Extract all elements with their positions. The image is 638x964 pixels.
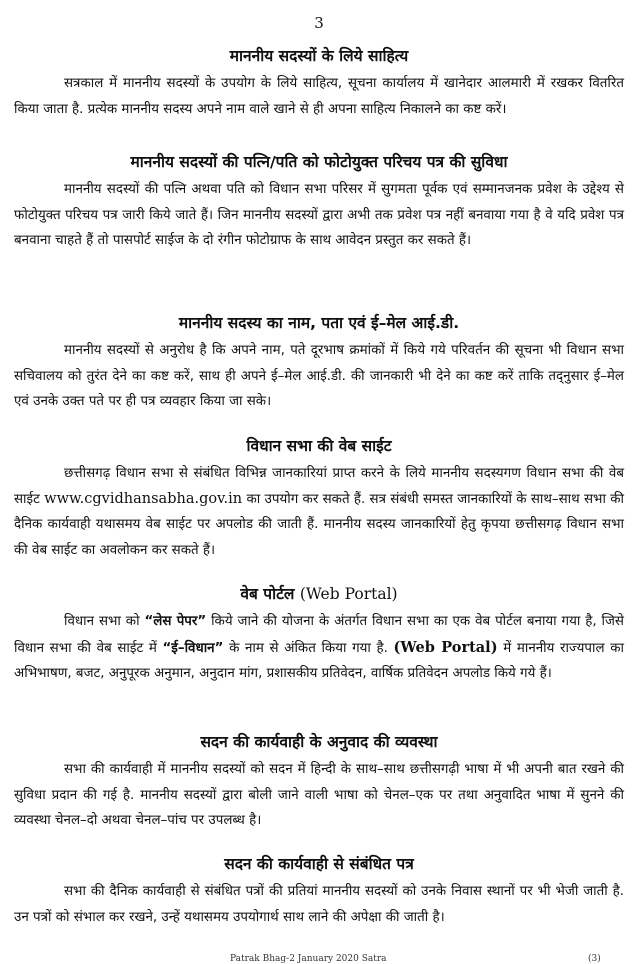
section-heading: माननीय सदस्य का नाम, पता एवं ई–मेल आई.डी. [178,314,460,332]
heading-text: वेब पोर्टल [240,585,295,603]
section-proceedings-papers [14,852,624,930]
e-vidhan-term: “ई–विधान” [162,640,224,656]
section-heading [14,582,624,606]
footer-page-number: (3) [588,954,601,964]
paragraph-text: छत्तीसगढ़ विधान सभा से संबंधित विभिन्न जानकारियां प्राप्त करने के लिये माननीय सदस्यगण विधान सभा की वेब साईट [14,466,624,507]
section-heading: विधान सभा की वेब साईट [246,437,392,455]
heading-latin: (Web Portal) [299,585,398,603]
web-portal-term: (Web Portal) [393,638,498,656]
section-paragraph: सभा की कार्यवाही में माननीय सदस्यों को सदन में हिन्दी के साथ–साथ छत्तीसगढ़ी भाषा में भी अपनी बात रखने की सुविधा प्रदान की गई है. माननीय सदस्यों द्वारा बोली जाने वाली भाषा को चेनल–एक पर तथा अनुवादित भाषा में सुनने की व्यवस्था चेनल–दो अथवा चेनल–पांच पर उपलब्ध है। [14,762,624,828]
footer-left: Patrak Bhag-2 January 2020 Satra [230,954,387,964]
section-heading: माननीय सदस्यों की पत्नि/पति को फोटोयुक्त परिचय पत्र की सुविधा [130,153,508,171]
page-number: 3 [314,14,324,32]
section-paragraph: सत्रकाल में माननीय सदस्यों के उपयोग के लिये साहित्य, सूचना कार्यालय में खानेदार आलमारी में रखकर वितरित किया जाता है. प्रत्येक माननीय सदस्य अपने नाम वाले खाने से ही अपना साहित्य निकालने का कष्ट करें। [14,76,624,117]
section-translation [14,730,624,834]
paragraph-text: विधान सभा को [64,614,140,629]
section-paragraph: सभा की दैनिक कार्यवाही से संबंधित पत्रों की प्रतियां माननीय सदस्यों को उनके निवास स्थानों पर भी भेजी जाती है. उन पत्रों को संभाल कर रखने, उन्हें यथासमय उपयोगार्थ साथ लाने की अपेक्षा की जाती है। [14,884,624,925]
paragraph-text: के नाम से अंकित किया गया है. [229,640,388,656]
section-heading: सदन की कार्यवाही से संबंधित पत्र [224,855,414,873]
website-url[interactable]: www.cgvidhansabha.gov.in [44,490,243,507]
paragraph-text: का उपयोग कर सकते हैं. सत्र संबंधी समस्त जानकारियों के साथ–साथ सभा की दैनिक कार्यवाही यथासमय वेब साईट पर अपलोड की जाती हैं. माननीय सदस्य जानकारियों हेतु कृपया छत्तीसगढ़ विधान सभा की वेब साईट का अवलोकन कर सकते हैं। [14,491,624,558]
paragraph-text: किये जाने की योजना के अंतर्गत विधान सभा का एक वेब पोर्टल बनाया गया है, जिसे विधान सभा की वेब साईट में [14,614,624,656]
section-website [14,434,624,563]
section-paragraph [14,461,624,563]
section-heading: सदन की कार्यवाही के अनुवाद की व्यवस्था [200,733,438,751]
section-spouse-id-card [14,150,624,254]
section-literature [14,44,624,122]
section-name-address-email [14,311,624,415]
section-web-portal [14,582,624,687]
section-paragraph: माननीय सदस्यों की पत्नि अथवा पति को विधान सभा परिसर में सुगमता पूर्वक एवं सम्मानजनक प्रवेश के उद्देश्य से फोटोयुक्त परिचय पत्र जारी किये जाते हैं। जिन माननीय सदस्यों द्वारा अभी तक प्रवेश पत्र नहीं बनवाया गया है वे यदि प्रवेश पत्र बनवाना चाहते हैं तो पासपोर्ट साईज के दो रंगीन फोटोग्राफ के साथ आवेदन प्रस्तुत कर सकते हैं। [14,182,624,248]
paragraph-text: में माननीय राज्यपाल का अभिभाषण, बजट, अनुपूरक अनुमान, अनुदान मांग, प्रशासकीय प्रतिवेदन, वार्षिक प्रतिवेदन अपलोड किये गये हैं। [14,640,624,681]
less-paper-term: “लेस पेपर” [144,614,207,629]
section-paragraph: माननीय सदस्यों से अनुरोध है कि अपने नाम, पते दूरभाष क्रमांकों में किये गये परिवर्तन की सूचना भी विधान सभा सचिवालय को तुरंत देने का कष्ट करें, साथ ही अपने ई–मेल आई.डी. की जानकारी भी देने का कष्ट करें ताकि तद्नुसार ई–मेल एवं उनके उक्त पते पर ही पत्र व्यवहार किया जा सके। [14,343,624,409]
section-heading: माननीय सदस्यों के लिये साहित्य [229,47,409,65]
section-paragraph [14,609,624,687]
